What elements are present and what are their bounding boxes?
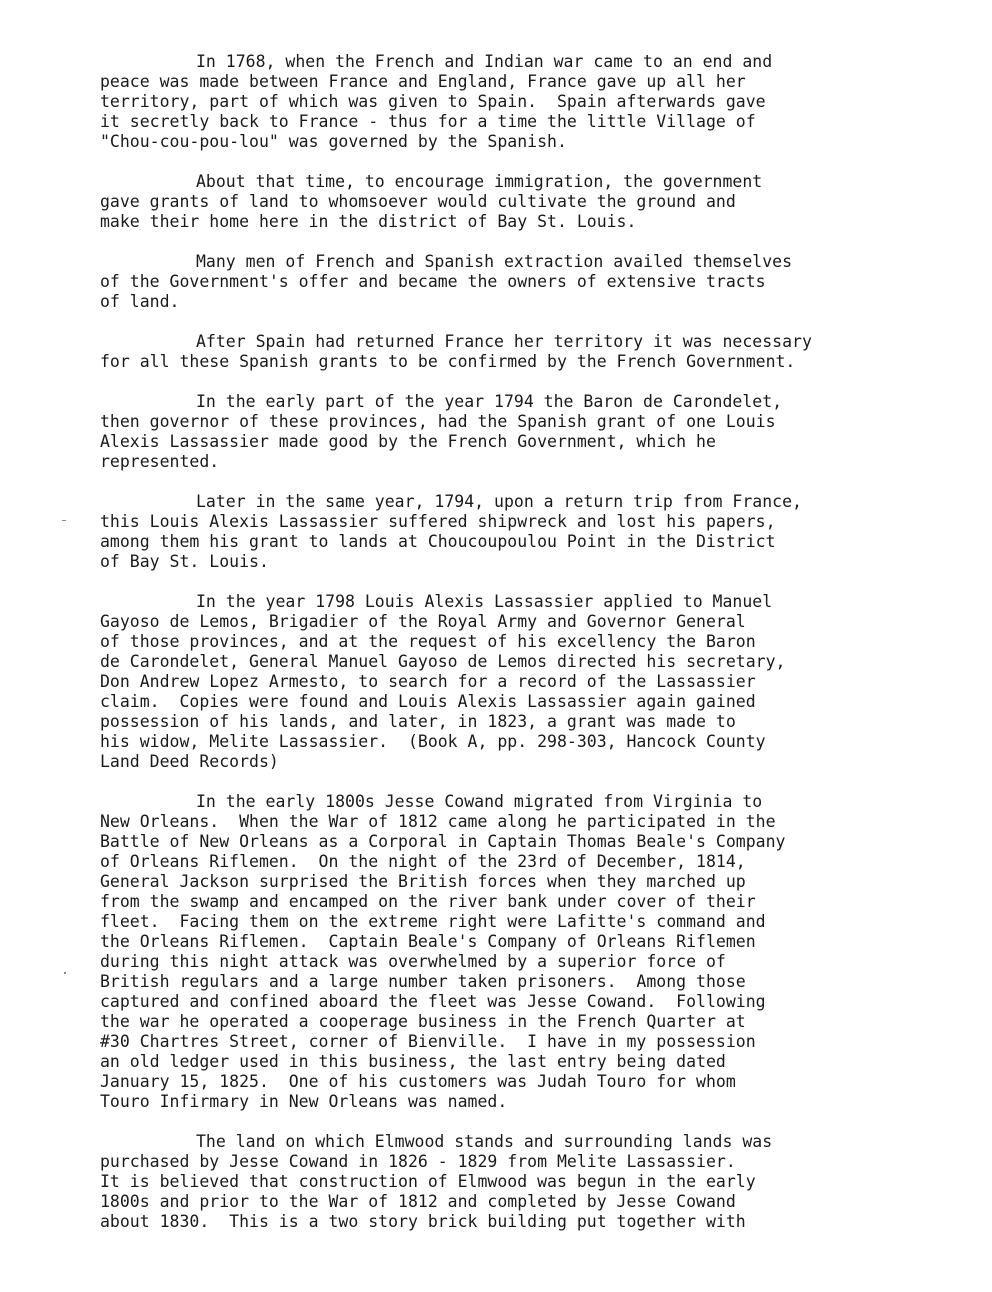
text-line: of the Government's offer and became the owners of extensive tracts: [100, 272, 766, 291]
text-line: this Louis Alexis Lassassier suffered shipwreck and lost his papers,: [100, 512, 776, 531]
text-line: territory, part of which was given to Spain. Spain afterwards gave: [100, 92, 766, 111]
scan-mark: [62, 520, 66, 521]
paragraph: [100, 252, 960, 312]
text-line: The land on which Elmwood stands and surrounding lands was: [196, 1132, 773, 1151]
text-line: peace was made between France and England, France gave up all her: [100, 72, 746, 91]
text-line: de Carondelet, General Manuel Gayoso de Lemos directed his secretary,: [100, 652, 786, 671]
text-line: during this night attack was overwhelmed by a superior force of: [100, 952, 726, 971]
paragraph: [100, 492, 960, 572]
text-line: of Orleans Riflemen. On the night of the 23rd of December, 1814,: [100, 852, 746, 871]
paragraph: [100, 172, 960, 232]
text-line: After Spain had returned France her territory it was necessary: [196, 332, 812, 351]
text-line: purchased by Jesse Cowand in 1826 - 1829 from Melite Lassassier.: [100, 1152, 736, 1171]
text-line: possession of his lands, and later, in 1823, a grant was made to: [100, 712, 736, 731]
text-line: New Orleans. When the War of 1812 came along he participated in the: [100, 812, 776, 831]
paragraph: [100, 1132, 960, 1232]
text-line: In the early part of the year 1794 the Baron de Carondelet,: [196, 392, 783, 411]
text-line: then governor of these provinces, had the Spanish grant of one Louis: [100, 412, 776, 431]
text-line: About that time, to encourage immigration, the government: [196, 172, 763, 191]
text-line: claim. Copies were found and Louis Alexis Lassassier again gained: [100, 692, 756, 711]
text-line: It is believed that construction of Elmwood was begun in the early: [100, 1172, 756, 1191]
text-line: In 1768, when the French and Indian war came to an end and: [196, 52, 773, 71]
text-line: 1800s and prior to the War of 1812 and completed by Jesse Cowand: [100, 1192, 736, 1211]
paragraph: [100, 392, 960, 472]
text-line: Many men of French and Spanish extraction availed themselves: [196, 252, 793, 271]
text-line: represented.: [100, 452, 220, 471]
text-line: his widow, Melite Lassassier. (Book A, pp. 298-303, Hancock County: [100, 732, 766, 751]
scan-mark: [64, 972, 66, 974]
text-line: January 15, 1825. One of his customers was Judah Touro for whom: [100, 1072, 736, 1091]
paragraph: [100, 592, 960, 772]
text-line: Gayoso de Lemos, Brigadier of the Royal Army and Governor General: [100, 612, 746, 631]
text-line: In the early 1800s Jesse Cowand migrated from Virginia to: [196, 792, 763, 811]
text-line: the Orleans Riflemen. Captain Beale's Company of Orleans Riflemen: [100, 932, 756, 951]
text-line: In the year 1798 Louis Alexis Lassassier applied to Manuel: [196, 592, 773, 611]
text-line: of land.: [100, 292, 180, 311]
text-line: of those provinces, and at the request of his excellency the Baron: [100, 632, 756, 651]
text-line: make their home here in the district of Bay St. Louis.: [100, 212, 637, 231]
document-body: [100, 52, 960, 1252]
text-line: the war he operated a cooperage business in the French Quarter at: [100, 1012, 746, 1031]
text-line: an old ledger used in this business, the last entry being dated: [100, 1052, 726, 1071]
text-line: Alexis Lassassier made good by the French Government, which he: [100, 432, 716, 451]
text-line: #30 Chartres Street, corner of Bienville. I have in my possession: [100, 1032, 756, 1051]
text-line: gave grants of land to whomsoever would cultivate the ground and: [100, 192, 736, 211]
text-line: "Chou-cou-pou-lou" was governed by the Spanish.: [100, 132, 567, 151]
text-line: Touro Infirmary in New Orleans was named.: [100, 1092, 508, 1111]
text-line: Don Andrew Lopez Armesto, to search for a record of the Lassassier: [100, 672, 756, 691]
text-line: about 1830. This is a two story brick building put together with: [100, 1212, 746, 1231]
text-line: General Jackson surprised the British forces when they marched up: [100, 872, 746, 891]
text-line: Battle of New Orleans as a Corporal in Captain Thomas Beale's Company: [100, 832, 786, 851]
text-line: Later in the same year, 1794, upon a return trip from France,: [196, 492, 802, 511]
text-line: of Bay St. Louis.: [100, 552, 269, 571]
text-line: captured and confined aboard the fleet was Jesse Cowand. Following: [100, 992, 766, 1011]
paragraph: [100, 52, 960, 152]
text-line: from the swamp and encamped on the river bank under cover of their: [100, 892, 756, 911]
text-line: among them his grant to lands at Choucoupoulou Point in the District: [100, 532, 776, 551]
paragraph: [100, 792, 960, 1112]
text-line: Land Deed Records): [100, 752, 279, 771]
text-line: it secretly back to France - thus for a time the little Village of: [100, 112, 756, 131]
paragraph: [100, 332, 960, 372]
text-line: fleet. Facing them on the extreme right were Lafitte's command and: [100, 912, 766, 931]
text-line: for all these Spanish grants to be confirmed by the French Government.: [100, 352, 796, 371]
text-line: British regulars and a large number taken prisoners. Among those: [100, 972, 746, 991]
